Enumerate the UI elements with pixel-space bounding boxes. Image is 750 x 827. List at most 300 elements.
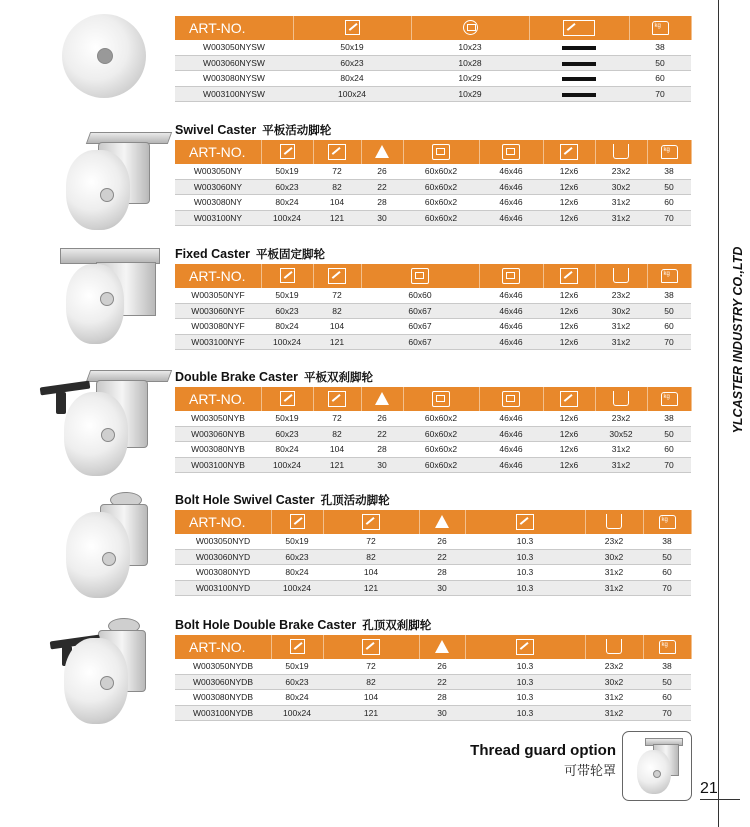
table-cell: 12x6 — [543, 411, 595, 426]
bolt-hole-icon — [516, 514, 534, 530]
table-cell: 80x24 — [271, 565, 323, 581]
table-cell: 10x23 — [411, 40, 529, 55]
table-cell — [465, 510, 585, 534]
table-cell: 104 — [313, 442, 361, 458]
table-cell — [361, 264, 479, 288]
table-cell — [323, 635, 419, 659]
table-cell: 26 — [419, 659, 465, 674]
table-cell: 50x19 — [271, 659, 323, 674]
table-cell: 104 — [313, 195, 361, 211]
table-cell — [361, 387, 403, 411]
table-cell — [647, 140, 691, 164]
table-cell: 70 — [647, 334, 691, 350]
table-cell: 60x23 — [261, 303, 313, 319]
thread-guard-image — [622, 731, 692, 801]
table-cell — [313, 387, 361, 411]
table-cell: 50x19 — [261, 411, 313, 426]
table-cell: 12x6 — [543, 303, 595, 319]
table-cell: 80x24 — [293, 71, 411, 87]
table-cell: 50 — [629, 55, 691, 71]
section-title-bolt-hole-swivel: Bolt Hole Swivel Caster 孔顶活动脚轮 — [175, 493, 390, 507]
table-cell: 38 — [647, 288, 691, 303]
table-cell: 23x2 — [595, 288, 647, 303]
fork-width-icon — [606, 514, 622, 529]
table-cell: 60x23 — [271, 674, 323, 690]
table-cell: 104 — [323, 565, 419, 581]
table-cell: 31x2 — [595, 195, 647, 211]
table-cell — [465, 635, 585, 659]
table-cell: 28 — [419, 690, 465, 706]
table-cell: 60x60x2 — [403, 411, 479, 426]
table-cell: 60x23 — [271, 549, 323, 565]
table-cell: 31x2 — [585, 565, 643, 581]
table-cell: 72 — [313, 288, 361, 303]
table-cell: 12x6 — [543, 426, 595, 442]
table-cell: 31x2 — [595, 210, 647, 226]
table-cell: 30x2 — [595, 303, 647, 319]
table-row — [175, 674, 691, 690]
wheel-size-icon — [345, 20, 360, 35]
table-cell: 10.3 — [465, 690, 585, 706]
table-cell: W003060NYSW — [175, 55, 293, 71]
table-cell: 60x23 — [261, 179, 313, 195]
table-row — [175, 580, 691, 596]
table-cell: 30 — [419, 580, 465, 596]
table-cell: 38 — [647, 164, 691, 179]
table-cell: 100x24 — [271, 705, 323, 721]
table-cell: 31x2 — [585, 690, 643, 706]
table-cell: 31x2 — [595, 334, 647, 350]
table-cell: 23x2 — [585, 659, 643, 674]
table-cell: 46x46 — [479, 303, 543, 319]
table-cell: 26 — [361, 164, 403, 179]
bolt-hole-icon — [516, 639, 534, 655]
table-cell: 50x19 — [293, 40, 411, 55]
table-cell — [529, 86, 629, 102]
table-cell — [293, 16, 411, 40]
fork-width-icon — [613, 144, 629, 159]
table-cell: 121 — [323, 705, 419, 721]
table-cell: 60x60x2 — [403, 457, 479, 473]
table-cell: 82 — [313, 426, 361, 442]
table-cell — [261, 387, 313, 411]
table-cell: 26 — [419, 534, 465, 549]
table-cell: 10.3 — [465, 580, 585, 596]
table-cell: 10.3 — [465, 705, 585, 721]
table-cell: 22 — [361, 426, 403, 442]
table-cell: 46x46 — [479, 334, 543, 350]
table-row — [175, 534, 691, 549]
table-cell: W003080NYD — [175, 565, 271, 581]
table-row — [175, 55, 691, 71]
table-row — [175, 71, 691, 87]
table-cell: 30x52 — [595, 426, 647, 442]
table-cell: W003080NYSW — [175, 71, 293, 87]
bolt-spacing-icon — [502, 268, 520, 284]
table-cell: 104 — [323, 690, 419, 706]
table-cell: 22 — [361, 179, 403, 195]
table-row — [175, 40, 691, 55]
section-title-fixed: Fixed Caster 平板固定脚轮 — [175, 247, 326, 261]
table-cell: 50x19 — [261, 288, 313, 303]
bolt-spacing-icon — [502, 144, 520, 160]
table-row — [175, 411, 691, 426]
table-cell: 12x6 — [543, 319, 595, 335]
table-cell: 30 — [419, 705, 465, 721]
table-cell — [313, 264, 361, 288]
table-cell — [261, 264, 313, 288]
table-cell: W003100NYDB — [175, 705, 271, 721]
table-cell: 60x60x2 — [403, 442, 479, 458]
table-cell: W003050NYB — [175, 411, 261, 426]
table-cell — [323, 510, 419, 534]
table-row — [175, 442, 691, 458]
page-edge-line — [718, 0, 719, 827]
table-cell: 100x24 — [261, 210, 313, 226]
table-cell: 100x24 — [261, 334, 313, 350]
table-cell: 23x2 — [585, 534, 643, 549]
table-cell: 10x29 — [411, 86, 529, 102]
bolt-hole-icon — [560, 144, 578, 160]
table-cell: 10.3 — [465, 674, 585, 690]
section-title-swivel: Swivel Caster 平板活动脚轮 — [175, 123, 332, 137]
table-cell — [543, 264, 595, 288]
table-cell: 31x2 — [595, 319, 647, 335]
table-cell: 72 — [313, 164, 361, 179]
table-cell — [585, 510, 643, 534]
table-cell: W003100NYSW — [175, 86, 293, 102]
spec-table-swivel — [175, 140, 692, 226]
table-cell — [271, 510, 323, 534]
section-title-double-brake: Double Brake Caster 平板双刹脚轮 — [175, 370, 373, 384]
table-cell: W003050NYDB — [175, 659, 271, 674]
table-row — [175, 549, 691, 565]
table-row — [175, 195, 691, 211]
table-cell — [529, 40, 629, 55]
table-cell: 26 — [361, 411, 403, 426]
table-cell: W003100NYF — [175, 334, 261, 350]
table-cell: 23x2 — [595, 411, 647, 426]
table-cell — [543, 387, 595, 411]
table-cell: 100x24 — [271, 580, 323, 596]
table-row — [175, 510, 691, 534]
table-cell — [403, 387, 479, 411]
table-cell: 30x2 — [595, 179, 647, 195]
load-capacity-icon — [661, 145, 678, 159]
height-icon — [362, 639, 380, 655]
table-cell: 10.3 — [465, 549, 585, 565]
offset-icon — [435, 515, 449, 528]
table-row — [175, 705, 691, 721]
table-cell: 12x6 — [543, 288, 595, 303]
table-cell: 46x46 — [479, 288, 543, 303]
bolt-hole-icon — [560, 391, 578, 407]
table-cell: W003100NYB — [175, 457, 261, 473]
table-cell — [419, 510, 465, 534]
table-cell: 10.3 — [465, 659, 585, 674]
table-cell: 46x46 — [479, 195, 543, 211]
table-cell — [595, 140, 647, 164]
table-cell — [419, 635, 465, 659]
plate-size-icon — [411, 268, 429, 284]
table-cell: 12x6 — [543, 179, 595, 195]
table-cell: 50x19 — [271, 534, 323, 549]
table-cell: W003050NYD — [175, 534, 271, 549]
table-cell: 60x60x2 — [403, 195, 479, 211]
table-cell: 31x2 — [595, 457, 647, 473]
wheel-size-icon — [290, 514, 305, 529]
table-cell: 60 — [647, 195, 691, 211]
roller-bearing-icon — [562, 77, 596, 81]
table-row — [175, 319, 691, 335]
table-cell: 12x6 — [543, 195, 595, 211]
table-cell: 12x6 — [543, 164, 595, 179]
table-cell: 60 — [629, 71, 691, 87]
art-no-header: ART-NO. — [175, 635, 271, 659]
table-cell: 70 — [629, 86, 691, 102]
table-row — [175, 86, 691, 102]
roller-bearing-icon — [562, 46, 596, 50]
load-capacity-icon — [659, 640, 676, 654]
table-cell: 60x67 — [361, 303, 479, 319]
offset-icon — [375, 145, 389, 158]
table-cell: W003100NYD — [175, 580, 271, 596]
table-cell — [643, 510, 691, 534]
table-cell: 46x46 — [479, 426, 543, 442]
table-cell — [529, 16, 629, 40]
table-cell: 10x29 — [411, 71, 529, 87]
table-cell: 50 — [647, 179, 691, 195]
table-cell: W003080NY — [175, 195, 261, 211]
load-capacity-icon — [659, 515, 676, 529]
table-cell: 60x60x2 — [403, 210, 479, 226]
offset-icon — [435, 640, 449, 653]
table-cell — [411, 16, 529, 40]
table-cell — [595, 264, 647, 288]
table-cell: 60x60x2 — [403, 426, 479, 442]
table-cell: 30x2 — [585, 549, 643, 565]
table-cell: 12x6 — [543, 457, 595, 473]
table-cell: W003060NYF — [175, 303, 261, 319]
table-row — [175, 264, 691, 288]
table-cell: 72 — [323, 534, 419, 549]
thread-guard-subtitle: 可带轮罩 — [563, 763, 616, 778]
plate-size-icon — [432, 144, 450, 160]
bolt-hole-icon — [560, 268, 578, 284]
table-cell: 38 — [643, 659, 691, 674]
table-cell — [629, 16, 691, 40]
height-icon — [328, 268, 346, 284]
table-cell: 50 — [643, 674, 691, 690]
height-icon — [362, 514, 380, 530]
table-cell: 30 — [361, 210, 403, 226]
table-cell — [479, 140, 543, 164]
spec-table-fixed — [175, 264, 692, 350]
table-row — [175, 210, 691, 226]
table-cell — [543, 140, 595, 164]
table-row — [175, 140, 691, 164]
table-row — [175, 565, 691, 581]
table-cell: 12x6 — [543, 334, 595, 350]
table-row — [175, 334, 691, 350]
table-cell: 121 — [313, 334, 361, 350]
load-capacity-icon — [652, 21, 669, 35]
table-cell: 104 — [313, 319, 361, 335]
table-cell — [647, 264, 691, 288]
table-cell: 50 — [643, 549, 691, 565]
table-cell — [313, 140, 361, 164]
table-cell: 80x24 — [261, 319, 313, 335]
art-no-header: ART-NO. — [175, 140, 261, 164]
table-cell — [403, 140, 479, 164]
table-cell: 30 — [361, 457, 403, 473]
table-cell: 60x67 — [361, 319, 479, 335]
spec-table-wheel — [175, 16, 692, 102]
table-cell: W003050NYSW — [175, 40, 293, 55]
table-cell: W003060NYD — [175, 549, 271, 565]
art-no-header: ART-NO. — [175, 387, 261, 411]
section-title-bolt-hole-double-brake: Bolt Hole Double Brake Caster 孔顶双刹脚轮 — [175, 618, 432, 632]
table-cell: 60 — [643, 565, 691, 581]
table-cell: W003060NYB — [175, 426, 261, 442]
table-cell: W003080NYF — [175, 319, 261, 335]
table-row — [175, 288, 691, 303]
load-capacity-icon — [661, 392, 678, 406]
fork-width-icon — [613, 268, 629, 283]
table-cell: 10.3 — [465, 534, 585, 549]
art-no-header: ART-NO. — [175, 16, 293, 40]
table-cell: 100x24 — [293, 86, 411, 102]
company-side-label: YLCASTER INDUSTRY CO.,LTD — [731, 246, 745, 434]
table-cell: 30x2 — [585, 674, 643, 690]
offset-icon — [375, 392, 389, 405]
table-cell: 80x24 — [261, 195, 313, 211]
table-row — [175, 179, 691, 195]
roller-bearing-icon — [562, 62, 596, 66]
table-row — [175, 164, 691, 179]
table-cell: 46x46 — [479, 457, 543, 473]
table-cell — [643, 635, 691, 659]
table-cell — [647, 387, 691, 411]
table-cell: 50x19 — [261, 164, 313, 179]
table-cell: 82 — [323, 549, 419, 565]
table-cell: 23x2 — [595, 164, 647, 179]
table-cell: 46x46 — [479, 179, 543, 195]
table-cell: 12x6 — [543, 210, 595, 226]
table-cell: 31x2 — [595, 442, 647, 458]
table-cell: 46x46 — [479, 210, 543, 226]
table-cell: W003050NYF — [175, 288, 261, 303]
roller-bearing-icon — [562, 93, 596, 97]
table-cell: 60x60x2 — [403, 179, 479, 195]
wheel-size-icon — [280, 144, 295, 159]
table-cell: 70 — [643, 705, 691, 721]
table-cell: 121 — [313, 457, 361, 473]
table-cell: W003060NYDB — [175, 674, 271, 690]
table-row — [175, 16, 691, 40]
table-cell: 50 — [647, 426, 691, 442]
height-icon — [328, 144, 346, 160]
table-cell: 10x28 — [411, 55, 529, 71]
fork-width-icon — [613, 391, 629, 406]
table-cell: 31x2 — [585, 580, 643, 596]
table-cell: 60 — [647, 319, 691, 335]
table-cell: 60 — [643, 690, 691, 706]
fork-width-icon — [606, 639, 622, 654]
plate-size-icon — [432, 391, 450, 407]
table-cell: 38 — [629, 40, 691, 55]
table-cell: 28 — [361, 195, 403, 211]
table-cell: 70 — [647, 210, 691, 226]
table-cell: 31x2 — [585, 705, 643, 721]
table-cell: 46x46 — [479, 319, 543, 335]
art-no-header: ART-NO. — [175, 264, 261, 288]
table-cell: 80x24 — [271, 690, 323, 706]
table-cell: 28 — [361, 442, 403, 458]
table-cell: W003100NY — [175, 210, 261, 226]
table-cell: 60x23 — [261, 426, 313, 442]
table-cell: 46x46 — [479, 411, 543, 426]
table-cell: 60x60 — [361, 288, 479, 303]
table-cell: 82 — [313, 179, 361, 195]
table-row — [175, 303, 691, 319]
thread-guard-caption — [440, 742, 616, 779]
table-row — [175, 426, 691, 442]
table-cell: 70 — [643, 580, 691, 596]
thread-guard-title: Thread guard option — [470, 742, 616, 759]
table-cell: 10.3 — [465, 565, 585, 581]
table-cell: 28 — [419, 565, 465, 581]
table-cell: 60x67 — [361, 334, 479, 350]
spec-table-double-brake — [175, 387, 692, 473]
table-cell: 80x24 — [261, 442, 313, 458]
page-number-rule — [700, 799, 740, 800]
page-number: 21 — [700, 780, 718, 797]
table-cell: 121 — [323, 580, 419, 596]
height-icon — [328, 391, 346, 407]
table-cell: 72 — [313, 411, 361, 426]
table-cell: 50 — [647, 303, 691, 319]
table-cell: 121 — [313, 210, 361, 226]
table-cell: 46x46 — [479, 442, 543, 458]
table-cell: 12x6 — [543, 442, 595, 458]
table-row — [175, 659, 691, 674]
table-cell: 82 — [323, 674, 419, 690]
spec-table-bolt-hole-swivel — [175, 510, 692, 596]
bore-icon — [463, 20, 478, 35]
table-cell — [529, 71, 629, 87]
table-cell — [271, 635, 323, 659]
table-cell — [529, 55, 629, 71]
table-cell: 60x23 — [293, 55, 411, 71]
table-cell: 100x24 — [261, 457, 313, 473]
table-cell: W003060NY — [175, 179, 261, 195]
wheel-size-icon — [280, 268, 295, 283]
table-cell: 46x46 — [479, 164, 543, 179]
wheel-size-icon — [280, 391, 295, 406]
table-cell: W003080NYB — [175, 442, 261, 458]
table-cell: 22 — [419, 674, 465, 690]
table-cell: W003050NY — [175, 164, 261, 179]
table-cell: 72 — [323, 659, 419, 674]
table-cell — [479, 387, 543, 411]
bolt-spacing-icon — [502, 391, 520, 407]
table-cell: 70 — [647, 457, 691, 473]
table-cell: W003080NYDB — [175, 690, 271, 706]
table-cell — [595, 387, 647, 411]
table-cell: 60x60x2 — [403, 164, 479, 179]
table-row — [175, 635, 691, 659]
